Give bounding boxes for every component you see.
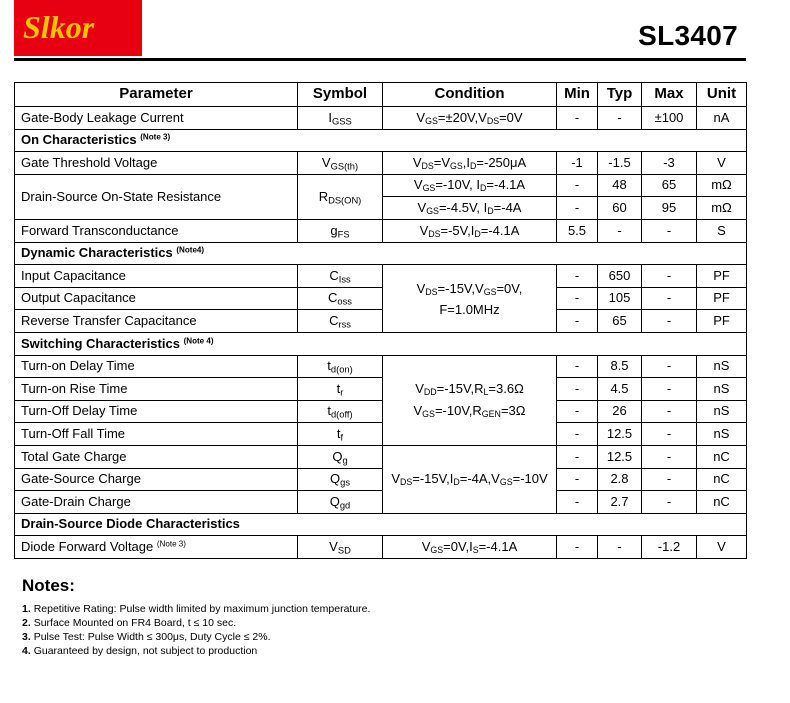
max-cell: - [642,310,697,333]
condition-cell: $V_{GS}=-10V$, $I_D=-4.1A$ [383,174,557,197]
typ-cell: 8.5 [598,355,642,378]
condition-cell: $V_{DS}=-5V,I_D=-4.1A$ [383,219,557,242]
min-cell: - [557,310,598,333]
typ-cell: 12.5 [598,445,642,468]
table-row [15,423,747,446]
min-cell: - [557,287,598,310]
col-header-max: Max [642,83,697,107]
param-cell: Turn-Off Fall Time [15,423,298,446]
notes-title: Notes: [22,576,75,595]
typ-cell: - [598,219,642,242]
table-row [15,355,747,378]
table-row [15,310,747,333]
symbol-cell: $t_f$ [298,423,383,446]
brand-logo-mark [19,8,137,48]
typ-cell: 12.5 [598,423,642,446]
section-heading: On Characteristics $^{(Note 3)}$ [15,129,747,152]
symbol-cell: $Q_g$ [298,445,383,468]
section-row-on [15,129,747,152]
unit-cell: PF [697,265,747,288]
symbol-cell: $Q_{gs}$ [298,468,383,491]
symbol-cell: $t_{d(on)}$ [298,355,383,378]
max-cell: - [642,219,697,242]
max-cell: - [642,355,697,378]
table-row [15,265,747,288]
typ-cell: 60 [598,197,642,220]
min-cell: 5.5 [557,219,598,242]
param-cell: Gate-Source Charge [15,468,298,491]
table-row [15,491,747,514]
section-heading: Dynamic Characteristics $^{(Note4)}$ [15,242,747,265]
notes-section [22,576,370,658]
max-cell: - [642,287,697,310]
typ-cell: 650 [598,265,642,288]
unit-cell: nS [697,400,747,423]
table-row [15,152,747,175]
unit-cell: PF [697,287,747,310]
param-cell: Output Capacitance [15,287,298,310]
unit-cell: nC [697,445,747,468]
min-cell: - [557,197,598,220]
unit-cell: nA [697,107,747,130]
param-cell: Turn-Off Delay Time [15,400,298,423]
symbol-cell: $C_{Iss}$ [298,265,383,288]
col-header-parameter: Parameter [15,83,298,107]
brand-name: Slkor [23,9,95,45]
typ-cell: - [598,107,642,130]
typ-cell: -1.5 [598,152,642,175]
table-row [15,468,747,491]
min-cell: - [557,378,598,401]
param-cell: Diode Forward Voltage $^{(Note 3)}$ [15,536,298,559]
min-cell: - [557,355,598,378]
section-row-diode [15,513,747,536]
max-cell: - [642,378,697,401]
unit-cell: PF [697,310,747,333]
min-cell: - [557,536,598,559]
min-cell: - [557,174,598,197]
min-cell: - [557,468,598,491]
symbol-cell: $C_{rss}$ [298,310,383,333]
note-item: 2. Surface Mounted on FR4 Board, t ≤ 10 sec. [22,617,237,629]
condition-cell: $V_{GS}=0V,I_S=-4.1A$ [383,536,557,559]
section-heading: Switching Characteristics $^{(Note 4)}$ [15,332,747,355]
unit-cell: nS [697,378,747,401]
table-header-row [15,83,747,107]
table-row [15,107,747,130]
param-cell: Gate Threshold Voltage [15,152,298,175]
col-header-unit: Unit [697,83,747,107]
table-row [15,219,747,242]
min-cell: - [557,107,598,130]
condition-cell: $V_{GS}=\pm 20V,V_{DS}=0V$ [383,107,557,130]
typ-cell: 2.7 [598,491,642,514]
condition-cell: $V_{DD}=-15V,R_L=3.6\Omega$ $V_{GS}=-10V,R_{GEN}=3\Omega$ [383,355,557,445]
symbol-cell: $I_{GSS}$ [298,107,383,130]
param-cell: Reverse Transfer Capacitance [15,310,298,333]
symbol-cell: $t_{d(off)}$ [298,400,383,423]
symbol-cell: $C_{oss}$ [298,287,383,310]
unit-cell: nS [697,355,747,378]
max-cell: -3 [642,152,697,175]
condition-cell: $V_{DS}=-15V,I_D=-4A,V_{GS}=-10V$ [383,445,557,513]
symbol-cell: $V_{GS(th)}$ [298,152,383,175]
table-row [15,400,747,423]
table-row [15,378,747,401]
symbol-cell: $V_{SD}$ [298,536,383,559]
max-cell: - [642,400,697,423]
param-cell: Total Gate Charge [15,445,298,468]
section-row-dynamic [15,242,747,265]
typ-cell: - [598,536,642,559]
header-divider [14,58,746,61]
electrical-characteristics-table [14,82,747,559]
unit-cell: mΩ [697,197,747,220]
col-header-symbol: Symbol [298,83,383,107]
unit-cell: mΩ [697,174,747,197]
param-cell: Turn-on Delay Time [15,355,298,378]
max-cell: 95 [642,197,697,220]
max-cell: -1.2 [642,536,697,559]
min-cell: - [557,265,598,288]
condition-cell: $V_{DS}=-15V,V_{GS}=0V$, F=1.0MHz [383,265,557,333]
table-row [15,536,747,559]
part-number: SL3407 [638,20,738,51]
min-cell: -1 [557,152,598,175]
param-cell: Gate-Body Leakage Current [15,107,298,130]
min-cell: - [557,423,598,446]
param-cell: Input Capacitance [15,265,298,288]
symbol-cell: $Q_{gd}$ [298,491,383,514]
max-cell: - [642,265,697,288]
unit-cell: nS [697,423,747,446]
unit-cell: nC [697,491,747,514]
table-row [15,287,747,310]
param-cell: Forward Transconductance [15,219,298,242]
min-cell: - [557,445,598,468]
table-row [15,174,747,197]
symbol-cell: $t_r$ [298,378,383,401]
param-cell: Gate-Drain Charge [15,491,298,514]
section-heading: Drain-Source Diode Characteristics [15,513,747,536]
col-header-typ: Typ [598,83,642,107]
min-cell: - [557,491,598,514]
unit-cell: V [697,536,747,559]
typ-cell: 48 [598,174,642,197]
note-item: 3. Pulse Test: Pulse Width ≤ 300μs, Duty Cycle ≤ 2%. [22,631,271,643]
note-item: 4. Guaranteed by design, not subject to production [22,645,258,657]
min-cell: - [557,400,598,423]
typ-cell: 105 [598,287,642,310]
param-cell: Drain-Source On-State Resistance [15,174,298,219]
condition-cell: $V_{GS}=-4.5V$, $I_D=-4A$ [383,197,557,220]
note-item: 1. Repetitive Rating: Pulse width limited by maximum junction temperature. [22,603,371,615]
unit-cell: V [697,152,747,175]
unit-cell: S [697,219,747,242]
max-cell: ±100 [642,107,697,130]
col-header-min: Min [557,83,598,107]
max-cell: - [642,491,697,514]
max-cell: - [642,445,697,468]
typ-cell: 4.5 [598,378,642,401]
typ-cell: 2.8 [598,468,642,491]
symbol-cell: $R_{DS(ON)}$ [298,174,383,219]
max-cell: - [642,423,697,446]
max-cell: 65 [642,174,697,197]
max-cell: - [642,468,697,491]
symbol-cell: $g_{FS}$ [298,219,383,242]
section-row-switching [15,332,747,355]
unit-cell: nC [697,468,747,491]
col-header-condition: Condition [383,83,557,107]
typ-cell: 26 [598,400,642,423]
condition-cell: $V_{DS}=V_{GS},I_D=-250\mu A$ [383,152,557,175]
table-row [15,445,747,468]
param-cell: Turn-on Rise Time [15,378,298,401]
typ-cell: 65 [598,310,642,333]
brand-logo [14,0,142,56]
